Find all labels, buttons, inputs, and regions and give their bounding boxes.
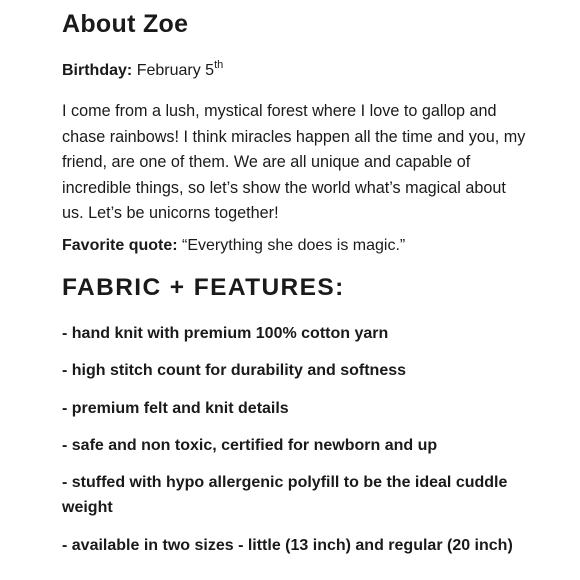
bio-paragraph: I come from a lush, mystical forest where I love to gallop and chase rainbows! I think miracles happen all the time and you, my friend, are one of them. We are all unique and capable of incredible things, so let’s show the world what’s magical about us. Let’s be unicorns together! (62, 102, 526, 222)
feature-item: - hand knit with premium 100% cotton yarn (62, 325, 389, 342)
birthday-line (62, 59, 224, 80)
favorite-quote-label: Favorite quote: (62, 237, 178, 254)
birthday-suffix: th (214, 59, 224, 71)
page-title: About Zoe (62, 10, 189, 38)
favorite-quote-line (62, 237, 405, 255)
feature-item: - stuffed with hypo allergenic polyfill to be the ideal cuddle weight (62, 474, 508, 516)
feature-item: - high stitch count for durability and softness (62, 362, 407, 379)
feature-item: - premium felt and knit details (62, 400, 289, 417)
birthday-value: February 5 (136, 62, 215, 79)
feature-item: - available in two sizes - little (13 inch) and regular (20 inch) (62, 537, 513, 554)
birthday-label: Birthday: (62, 62, 133, 79)
fabric-features-heading: FABRIC + FEATURES: (62, 274, 345, 301)
favorite-quote-value: “Everything she does is magic.” (182, 237, 406, 254)
feature-item: - safe and non toxic, certified for newborn and up (62, 437, 438, 454)
